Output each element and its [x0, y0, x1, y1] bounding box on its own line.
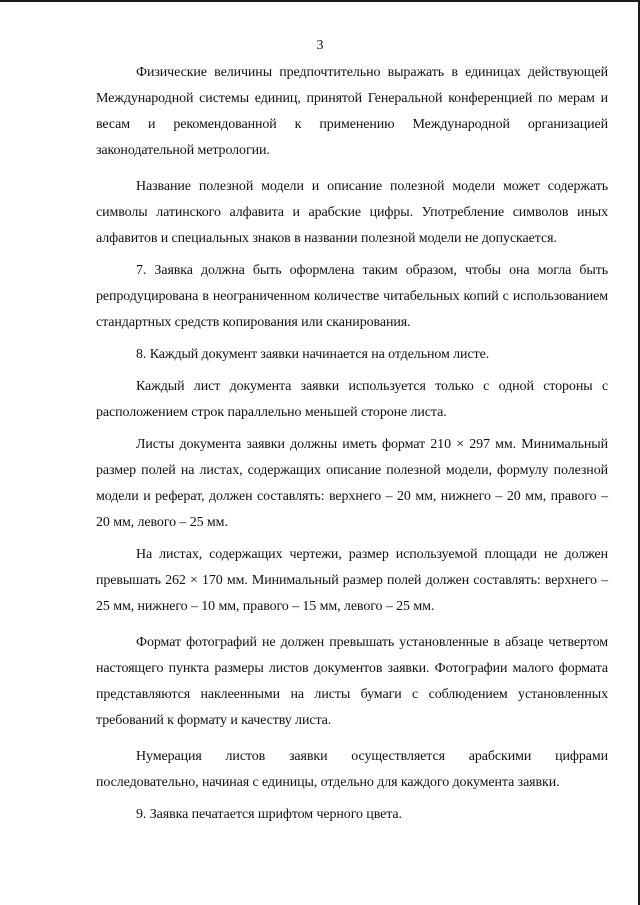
paragraph-item-7-reproduction: 7. Заявка должна быть оформлена таким образом, чтобы она могла быть репродуцирована в неограниченном количестве читабельных копий с использованием стандартных средств копирования или сканирования.	[96, 263, 608, 330]
paragraph-drawings-area: На листах, содержащих чертежи, размер используемой площади не должен превышать 262 × 170 мм. Минимальный размер полей должен составлять: верхнего – 25 мм, нижнего – 10 мм, правого – 15 мм, левого – 25 мм.	[96, 547, 608, 614]
paragraph-si-units: Физические величины предпочтительно выражать в единицах действующей Международной системы единиц, принятой Генеральной конференцией по мерам и весам и рекомендованной к применению Международной организацией законодательной метрологии.	[96, 65, 608, 158]
paragraph-item-8-separate-sheet: 8. Каждый документ заявки начинается на отдельном листе.	[136, 347, 490, 362]
paragraph-photo-format: Формат фотографий не должен превышать установленные в абзаце четвертом настоящего пункта размеры листов документов заявки. Фотографии малого формата представляются наклеенными на листы бумаги с соблюдением установленных требований к формату и качеству листа.	[96, 635, 608, 728]
paragraph-item-9-black-font: 9. Заявка печатается шрифтом черного цвета.	[136, 807, 402, 822]
paragraph-sheet-format-margins: Листы документа заявки должны иметь формат 210 × 297 мм. Минимальный размер полей на листах, содержащих описание полезной модели, формулу полезной модели и реферат, должен составлять: верхнего – 20 мм, нижнего – 20 мм, правого – 20 мм, левого – 25 мм.	[96, 437, 608, 530]
scan-border-top	[0, 0, 640, 2]
page-number: 3	[316, 38, 324, 53]
paragraph-symbols-in-title: Название полезной модели и описание полезной модели может содержать символы латинского алфавита и арабские цифры. Употребление символов иных алфавитов и специальных знаков в названии полезной модели не допускается.	[96, 179, 608, 246]
paragraph-sheet-numbering: Нумерация листов заявки осуществляется арабскими цифрами последовательно, начиная с единицы, отдельно для каждого документа заявки.	[96, 749, 608, 790]
paragraph-one-side-only: Каждый лист документа заявки используется только с одной стороны с расположением строк параллельно меньшей стороне листа.	[96, 379, 608, 420]
document-body	[96, 60, 608, 828]
